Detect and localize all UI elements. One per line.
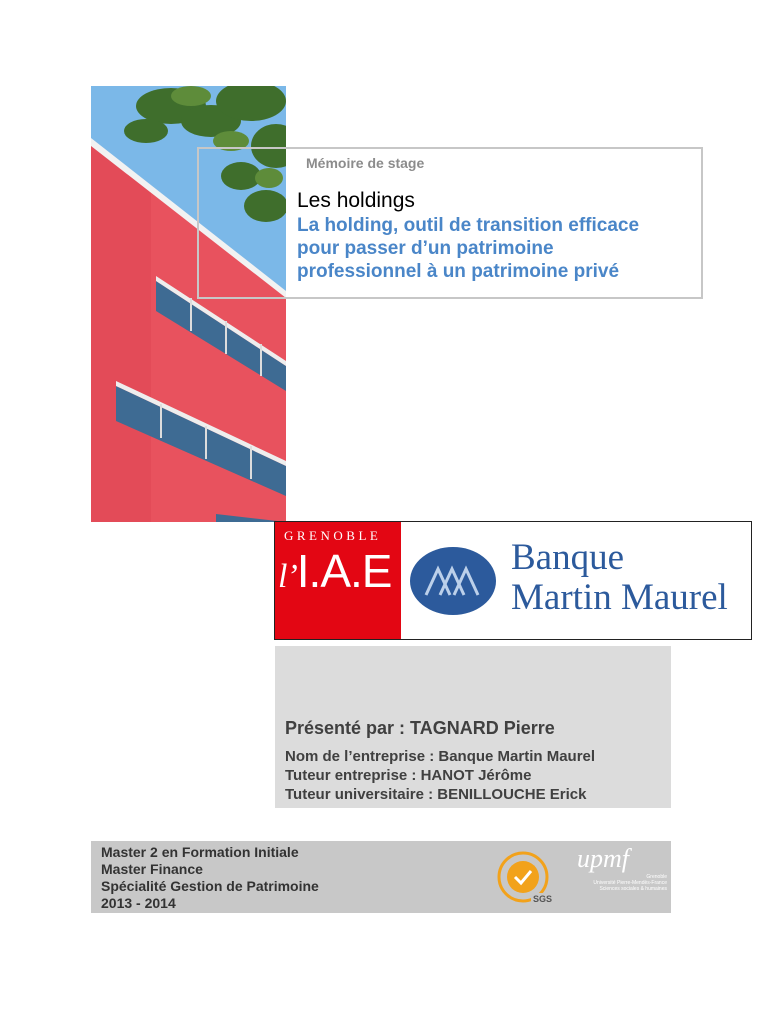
logo-band: [274, 521, 752, 640]
program-line-1: Master 2 en Formation Initiale: [101, 844, 299, 860]
document-subtitle: La holding, outil de transition efficace pour passer d’un patrimoine professionnel à un patrimoine privé: [297, 215, 640, 282]
svg-text:SGS: SGS: [533, 894, 553, 904]
presenter-block: [275, 646, 671, 808]
bank-name-line1: Banque: [511, 537, 625, 578]
company-tutor-line: Tuteur entreprise : HANOT Jérôme: [285, 767, 532, 784]
upmf-university: Université Pierre-Mendès-France: [593, 880, 667, 886]
program-footer: [91, 841, 671, 913]
iae-logo: [275, 522, 401, 639]
document-kicker: Mémoire de stage: [306, 155, 425, 171]
program-line-3: Spécialité Gestion de Patrimoine: [101, 878, 319, 894]
program-year: 2013 - 2014: [101, 895, 176, 911]
qualicert-seal-icon: [493, 847, 563, 907]
iae-grenoble-text: GRENOBLE: [284, 528, 382, 543]
bank-name: [511, 538, 728, 618]
program-line-2: Master Finance: [101, 861, 203, 877]
upmf-logo: [577, 844, 667, 892]
presenter-name: Présenté par : TAGNARD Pierre: [285, 718, 555, 738]
presenter-details: [285, 747, 595, 804]
upmf-faculty: Sciences sociales & humaines: [599, 886, 667, 892]
university-tutor-line: Tuteur universitaire : BENILLOUCHE Erick: [285, 786, 587, 803]
iae-apostrophe: l’: [278, 558, 297, 595]
upmf-city: Grenoble: [646, 874, 667, 880]
company-line: Nom de l’entreprise : Banque Martin Maurel: [285, 748, 596, 765]
bank-emblem-icon: [410, 547, 496, 615]
iae-main-text: [278, 544, 392, 598]
upmf-wordmark: upmf: [577, 844, 629, 873]
program-details: [101, 844, 319, 912]
document-title: Les holdings: [297, 189, 415, 212]
bank-name-line2: Martin Maurel: [511, 577, 728, 618]
iae-acronym: I.A.E: [296, 545, 392, 597]
